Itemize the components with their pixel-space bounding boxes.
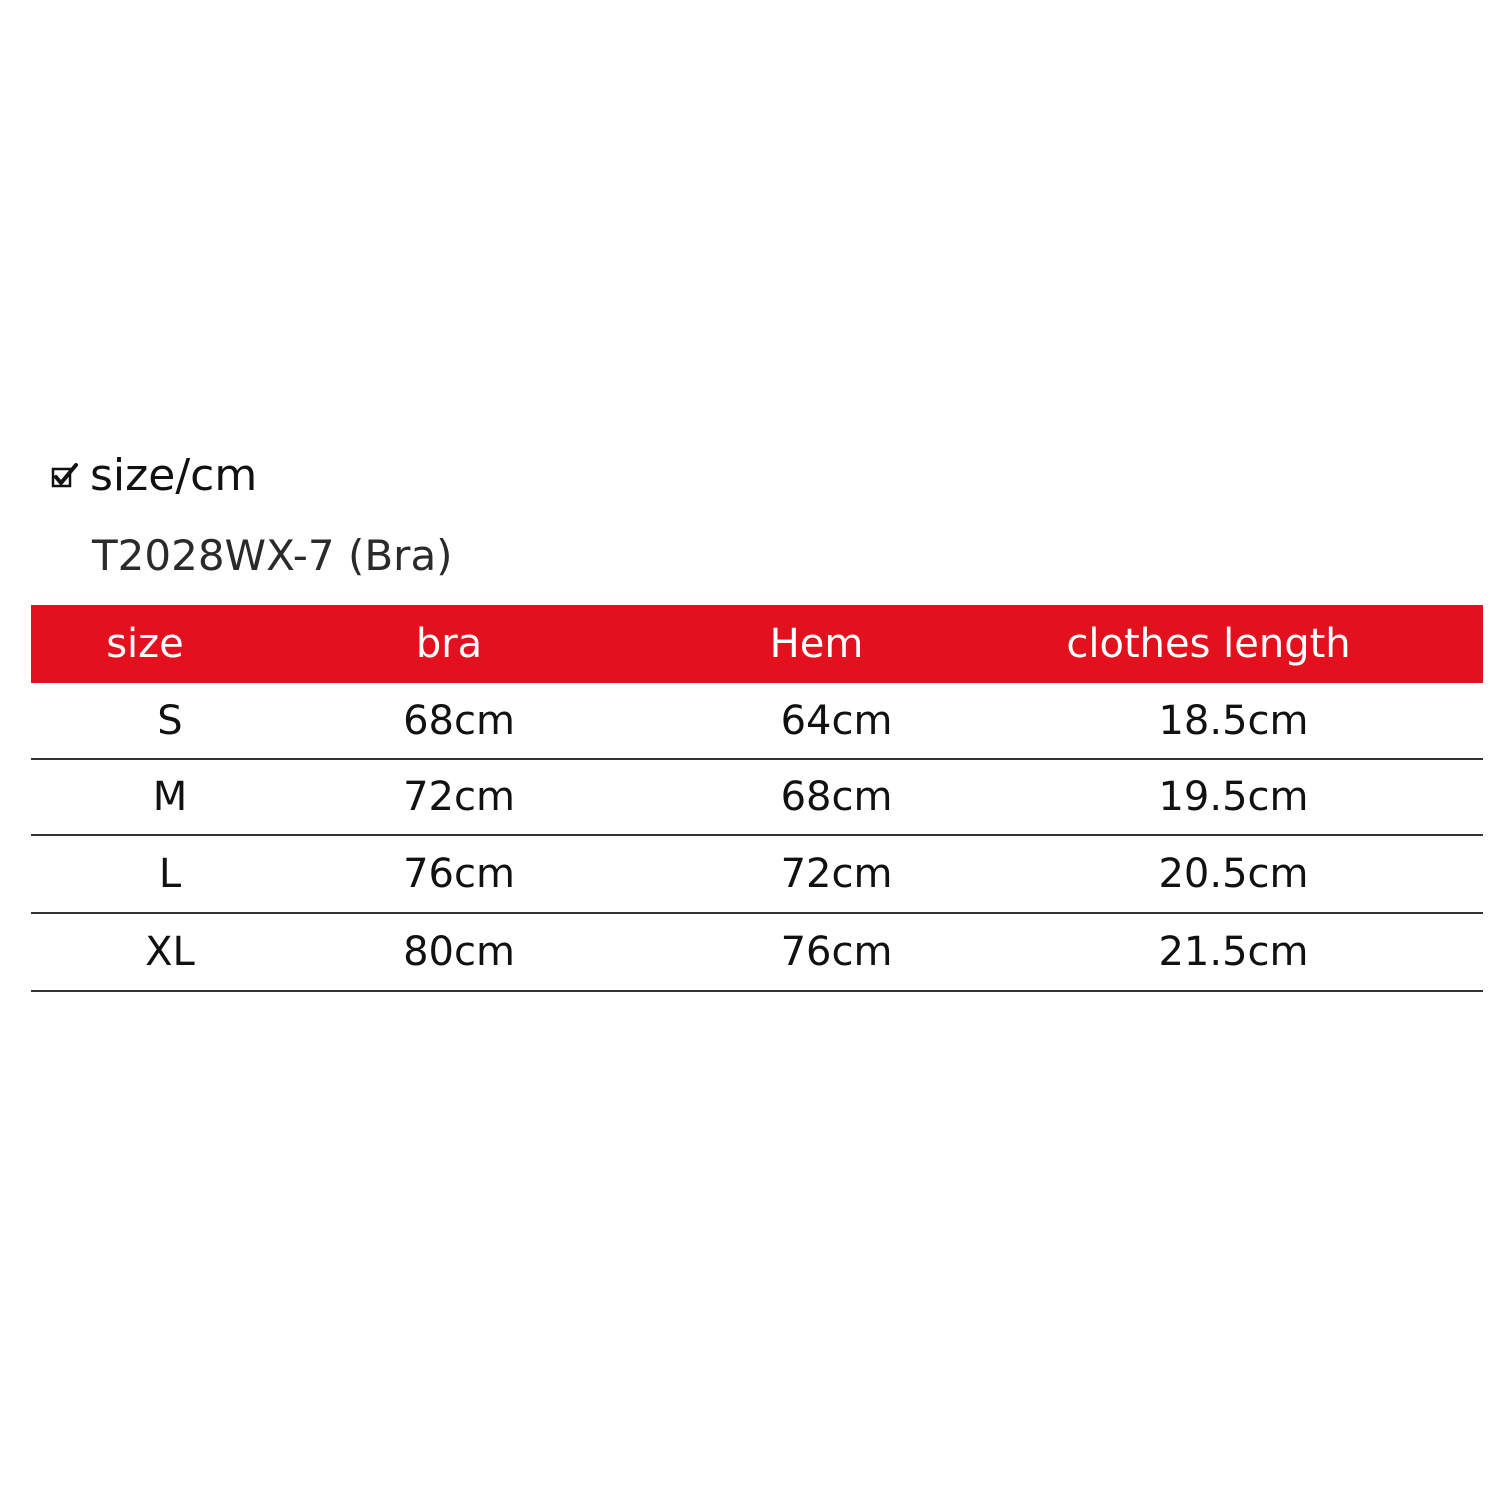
cell-bra: 76cm [309,835,659,913]
cell-bra: 80cm [309,913,659,991]
cell-size: M [31,759,309,835]
header-clothes-length: clothes length [984,605,1483,683]
header-size: size [31,605,309,683]
cell-size: XL [31,913,309,991]
cell-hem: 64cm [659,683,984,759]
cell-size: L [31,835,309,913]
heading [50,448,257,504]
cell-bra: 72cm [309,759,659,835]
cell-hem: 72cm [659,835,984,913]
cell-hem: 76cm [659,913,984,991]
cell-bra: 68cm [309,683,659,759]
cell-clothes-length: 18.5cm [984,683,1483,759]
cell-clothes-length: 20.5cm [984,835,1483,913]
table-row [31,835,1483,913]
checkbox-checked-icon [50,461,80,491]
header-hem: Hem [659,605,984,683]
size-table [31,605,1483,992]
table-header-row [31,605,1483,683]
cell-hem: 68cm [659,759,984,835]
model-label: T2028WX-7 (Bra) [92,531,453,580]
cell-clothes-length: 19.5cm [984,759,1483,835]
table-row [31,683,1483,759]
table-row [31,913,1483,991]
unit-label: size/cm [90,450,258,501]
cell-clothes-length: 21.5cm [984,913,1483,991]
cell-size: S [31,683,309,759]
header-bra: bra [309,605,659,683]
table-row [31,759,1483,835]
